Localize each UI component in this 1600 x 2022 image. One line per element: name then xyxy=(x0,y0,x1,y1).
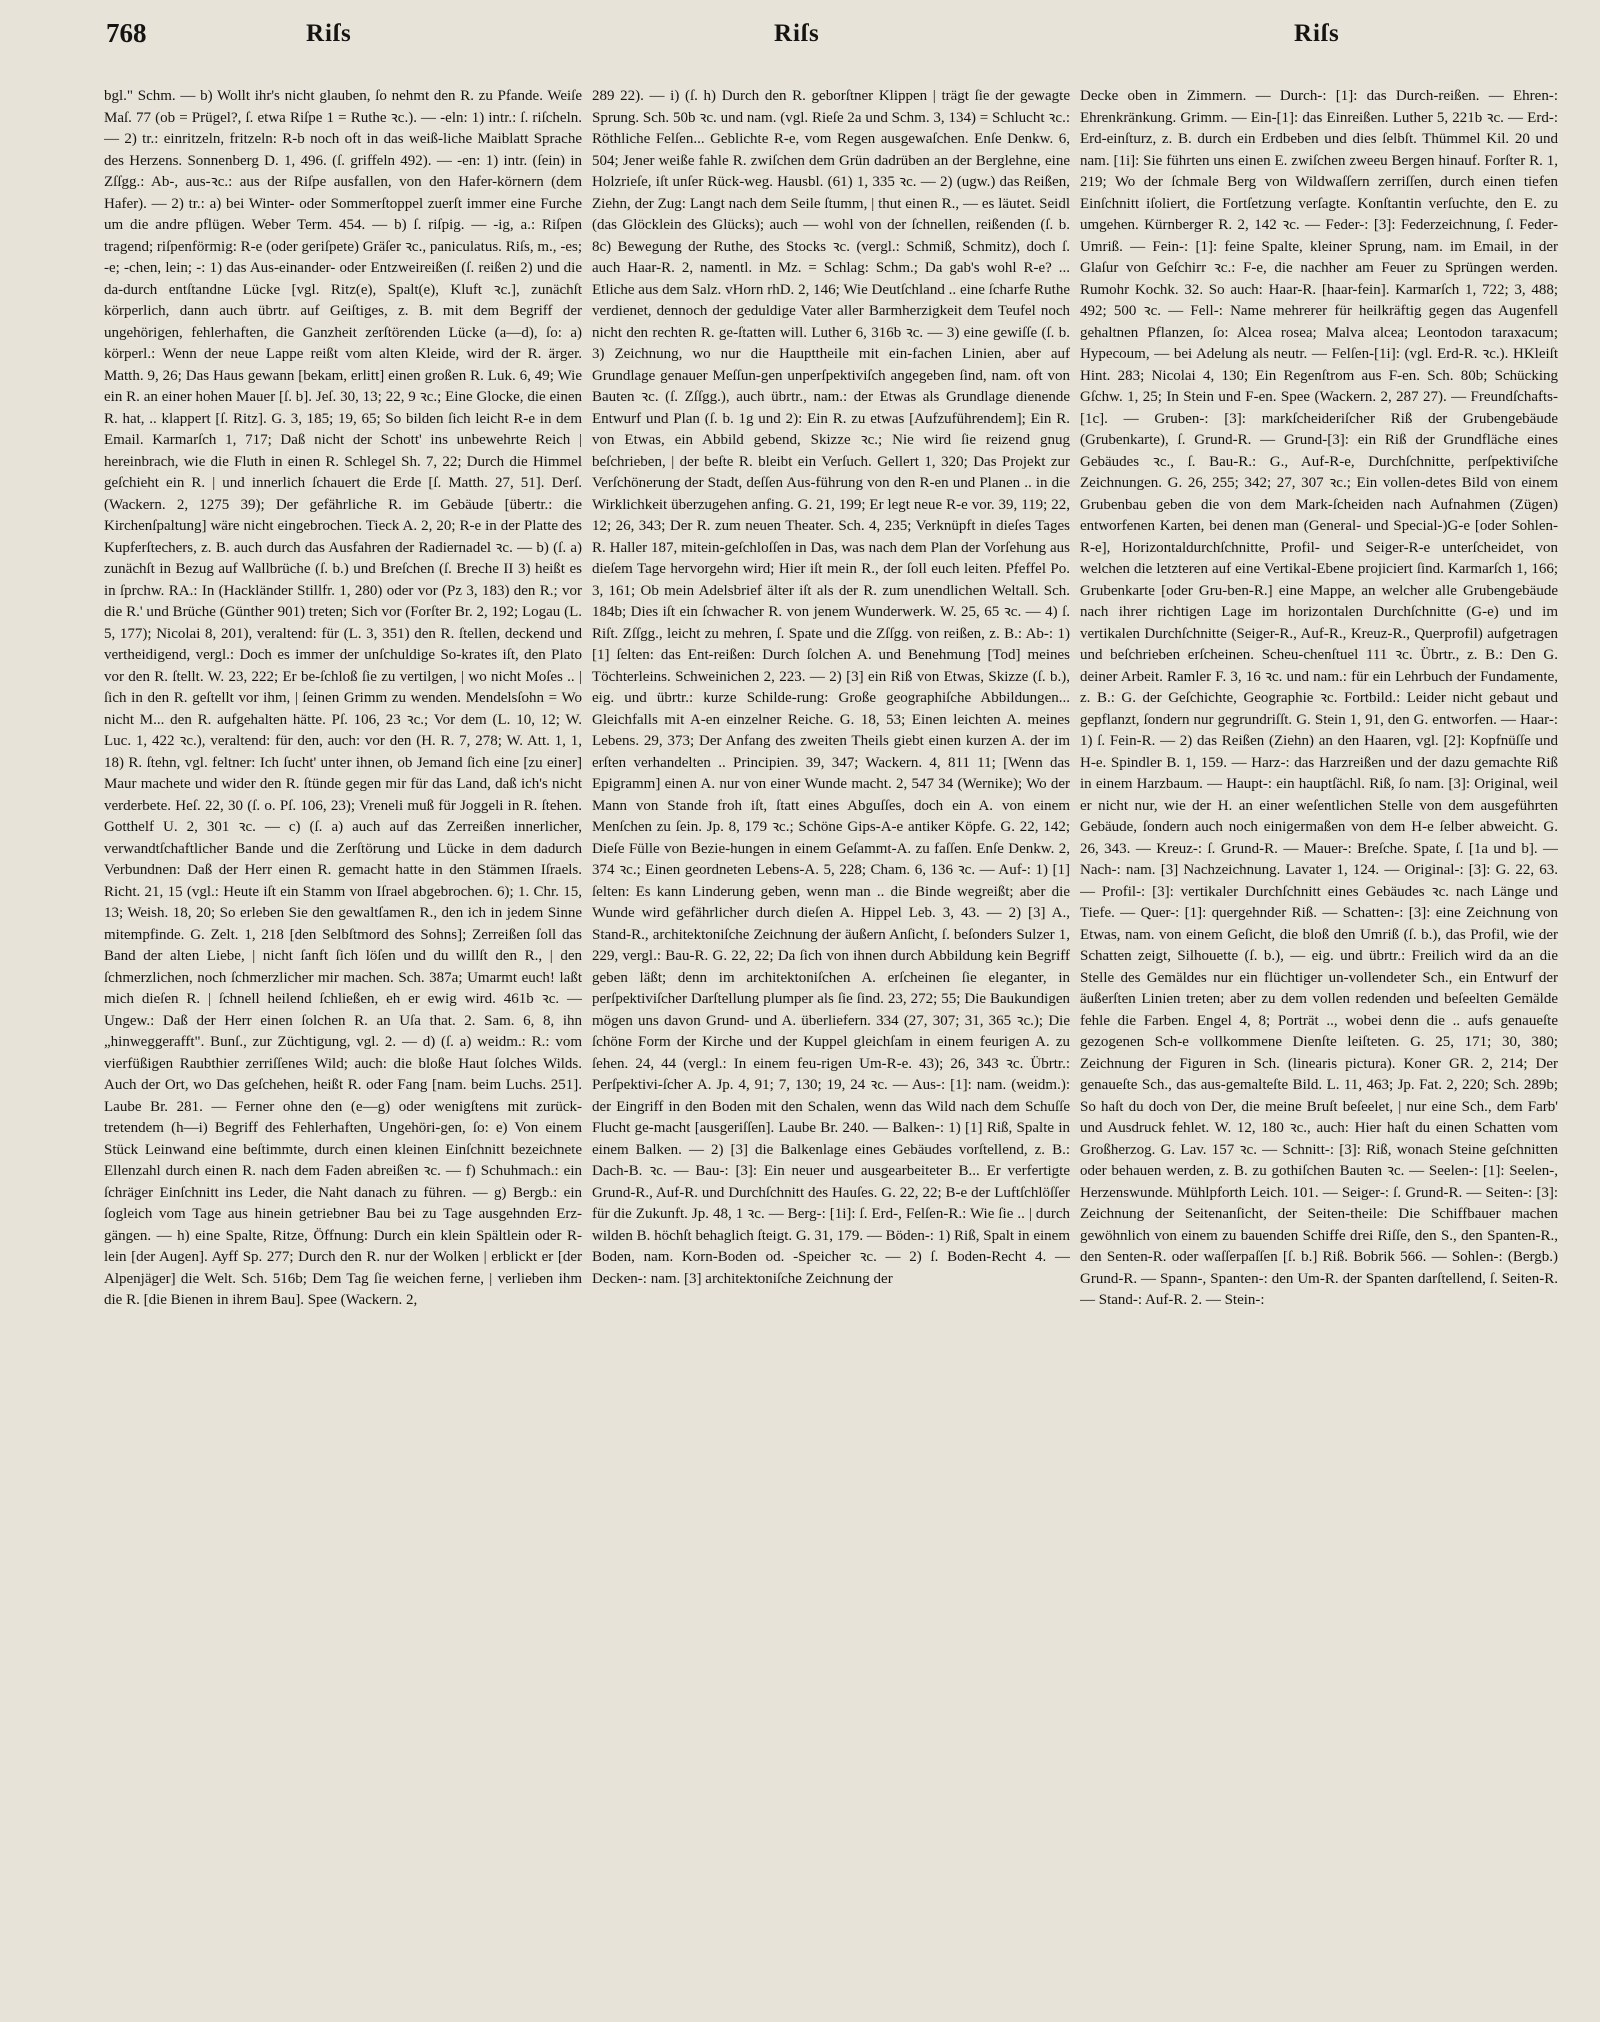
headword-right: Riſs xyxy=(1294,20,1340,47)
running-header xyxy=(0,18,1600,78)
headword-left: Riſs xyxy=(306,20,352,47)
text-column-1 xyxy=(104,86,582,2006)
headword-center: Riſs xyxy=(774,20,820,47)
page-number: 768 xyxy=(106,18,147,48)
column-text: 289 22). — i) (ſ. h) Durch den R. geborſtner Klippen | trägt ſie der gewagte Sprung. Sch. 50b ꝛc. und nam. (vgl. Rieſe 2a und Schm. 3, 134) = Schlucht ꝛc.: Röthliche Felſen... Geblichte R-e, vom Regen ausgewaſchen. Enſe Denkw. 6, 504; Jener weiße fahle R. zwiſchen dem Grün dadrüben an der Berglehne, eine Holzrieſe, iſt unſer Rück-weg. Hausbl. (61) 1, 335 ꝛc. — 2) (ugw.) das Reißen, Ziehn, der Zug: Langt nach dem Seile ſtumm, | thut einen R., — es läutet. Seidl (das Glöcklein des Glücks); auch — wohl von der ſchnellen, reißenden (ſ. b. 8c) Bewegung der Ruthe, des Stocks ꝛc. (vergl.: Schmiß, Schmitz), doch ſ. auch Haar-R. 2, namentl. in Mz. = Schlag: Schm.; Da gab's wohl R-e? ... Etliche aus dem Salz. vHorn rhD. 2, 146; Wie Deutſchland .. eine ſcharfe Ruthe verdienet, dennoch der geduldige Vater aller Barmherzigkeit dem Teufel noch nicht den rechten R. ge-ſtatten will. Luther 6, 316b ꝛc. — 3) eine gewiſſe (ſ. b. 3) Zeichnung, wo nur die Haupttheile mit ein-fachen Linien, aber auf Grundlage genauer Meſſun-gen unperſpektiviſch angegeben ſind, nam. oft von Bauten ꝛc. (ſ. Zſſgg.), auch übrtr., nam.: der Etwas als Grundlage dienende Entwurf und Plan (ſ. b. 1g und 2): Ein R. zu etwas [Aufzuführendem]; Ein R. von Etwas, ein Abbild gebend, Skizze ꝛc.; Nie wird ſie reizend gnug beſchrieben, | der beſte R. bleibt ein Verſuch. Gellert 1, 320; Das Projekt zur Verſchönerung der Stadt, deſſen Aus-führung von den R-en und Planen .. in die Wirklichkeit überzugehen anfing. G. 21, 199; Er legt neue R-e vor. 39, 119; 22, 12; 26, 343; Der R. zum neuen Theater. Sch. 4, 235; Verknüpft in dieſes Tages R. Haller 187, mitein-geſchloſſen in Das, was nach dem Plan der Vorſehung aus dieſem Tage hervorgehn wird; Hier iſt mein R., der ſoll euch leiten. Pfeffel Po. 3, 161; Ob mein Adelsbrief älter iſt als der R. zum unendlichen Weltall. Sch. 184b; Dies iſt ein ſchwacher R. von jenem Wunderwerk. W. 25, 65 ꝛc. — 4) ſ. Riſt. Zſſgg., leicht zu mehren, ſ. Spate und die Zſſgg. von reißen, z. B.: Ab-: 1) [1] ſelten: das Ent-reißen: Durch ſolchen A. und Benehmung [Tod] meines Töchterleins. Schweinichen 2, 223. — 2) [3] ein Riß von Etwas, Skizze (ſ. b.), eig. und übrtr.: kurze Schilde-rung: Große geographiſche Abbildungen... Gleichfalls mit A-en einzelner Reiche. G. 18, 53; Einen leichten A. meines Lebens. 29, 373; Der Anfang des zweiten Theils giebt einen kurzen A. der im erſten verhandelten .. Principien. 39, 347; Wackern. 4, 811 11; [Wenn das Epigramm] einen A. nur von einer Wunde macht. 2, 547 34 (Wernike); Wo der Mann von Stande froh iſt, ſtatt eines Abguſſes, doch ein A. von einem Menſchen zu ſein. Jp. 8, 179 ꝛc.; Schöne Gips-A-e antiker Köpfe. G. 22, 142; Dieſe Fülle von Bezie-hungen in einem Geſammt-A. zu faſſen. Enſe Denkw. 2, 374 ꝛc.; Einen geordneten Lebens-A. 5, 228; Cham. 6, 136 ꝛc. — Auf-: 1) [1] ſelten: Es kann Linderung geben, wenn man .. die Binde wegreißt; aber die Wunde wird gefährlicher durch dieſen A. Hippel Leb. 3, 43. — 2) [3] A., Stand-R., architektoniſche Zeichnung der äußern Anſicht, ſ. beſonders Sulzer 1, 229, vergl.: Bau-R. G. 22, 22; Da ſich von ihnen durch Abbildung kein Begriff geben läßt; denn im architektoniſchen A. erſcheinen ſie eleganter, in perſpektiviſcher Darſtellung plumper als ſie ſind. 23, 272; 55; Die Baukundigen mögen uns davon Grund- und A. überliefern. 334 (27, 307; 31, 365 ꝛc.); Die ſchöne Form der Kirche und der Kuppel gleichſam in einem feurigen A. zu ſehen. 24, 44 (vergl.: In einem feu-rigen Um-R-e. 43); 26, 343 ꝛc. Übrtr.: Perſpektivi-ſcher A. Jp. 4, 91; 7, 130; 19, 24 ꝛc. — Aus-: [1]: nam. (weidm.): der Eingriff in den Boden mit den Schalen, wenn das Wild nach dem Schuſſe Flucht ge-macht [ausgeriſſen]. Laube Br. 240. — Balken-: 1) [1] Riß, Spalte in einem Balken. — 2) [3] die Balkenlage eines Gebäudes vorſtellend, z. B.: Dach-B. ꝛc. — Bau-: [3]: Ein neuer und ausgearbeiteter B... Er verfertigte Grund-R., Auf-R. und Durchſchnitt des Hauſes. G. 22, 22; B-e der Luftſchlöſſer für die Zukunft. Jp. 48, 1 ꝛc. — Berg-: [1i]: ſ. Erd-, Felſen-R.: Wie ſie .. | durch wilden B. höchſt behaglich ſteigt. G. 31, 179. — Böden-: 1) Riß, Spalt in einem Boden, nam. Korn-Boden od. -Speicher ꝛc. — 2) ſ. Boden-Recht 4. — Decken-: nam. [3] architektoniſche Zeichnung der xyxy=(592,88,1070,1287)
column-text: bgl." Schm. — b) Wollt ihr's nicht glauben, ſo nehmt den R. zu Pfande. Weiſe Maſ. 77 (ob = Prügel?, ſ. etwa Riſpe 1 = Ruthe ꝛc.). — -eln: 1) intr.: ſ. riſcheln. — 2) tr.: einritzeln, fritzeln: R-b noch oft in das weiß-liche Maiblatt Sprache des Herzens. Sonnenberg D. 1, 496. (ſ. griffeln 492). — -en: 1) intr. (ſein) in Zſſgg.: Ab-, aus-ꝛc.: aus der Riſpe ausfallen, von den Hafer-körnern (dem Hafer). — 2) tr.: a) bei Winter- oder Sommerſtoppel zuerſt immer eine Furche um die andre pflügen. Weber Term. 454. — b) ſ. riſpig. — -ig, a.: Riſpen tragend; riſpenförmig: R-e (oder geriſpete) Gräſer ꝛc., paniculatus. Riſs, m., -es; -e; -chen, lein; -: 1) das Aus-einander- oder Entzweireißen (ſ. reißen 2) und die da-durch entſtandne Lücke [vgl. Ritz(e), Spalt(e), Kluft ꝛc.], zunächſt körperlich, dann auch übrtr. auf Geiſtiges, z. B. mit dem Begriff der ungehörigen, fehlerhaften, die Ganzheit zerſtörenden Lücke (a—d), ſo: a) körperl.: Wenn der neue Lappe reißt vom alten Kleide, wird der R. ärger. Matth. 9, 26; Das Haus gewann [bekam, erlitt] einen großen R. Luk. 6, 49; Wie ein R. an einer hohen Mauer [ſ. b]. Jeſ. 30, 13; 22, 9 ꝛc.; Eine Glocke, die einen R. hat, .. klappert [ſ. Ritz]. G. 3, 185; 19, 65; So bilden ſich leicht R-e in dem Email. Karmarſch 1, 717; Daß nicht der Schott' ins unbewehrte Reich | hereinbrach, wie die Fluth in einen R. Schlegel Sh. 7, 22; Durch die Himmel geſchieht ein R. | und innerlich ſchauert die Erde [ſ. Matth. 27, 51]. Derſ. (Wackern. 2, 1275 39); Der gefährliche R. im Gebäude [übertr.: die Kirchenſpaltung] wäre nicht eingebrochen. Tieck A. 2, 20; R-e in der Platte des Kupferſtechers, z. B. auch durch das Ausfahren der Radiernadel ꝛc. — b) (ſ. a) zunächſt in Bezug auf Wallbrüche (ſ. b.) und Breſchen (ſ. Breche II 3) heißt es in ſprchw. RA.: In (Hackländer Stillfr. 1, 280) oder vor (Pz 3, 183) den R.; vor die R.' und Brüche (Günther 901) treten; Sich vor (Forſter Br. 2, 192; Logau (L. 5, 177); Nicolai 8, 201), veraltend: für (L. 3, 351) den R. ſtellen, deckend und vertheidigend, vergl.: Doch es immer der unſchuldige So-krates iſt, den Plato vor den R. ſtellt. W. 23, 222; Er be-ſchloß ſie zu vertilgen, | wo nicht Moſes .. | ſich in den R. geſtellt vor ihm, | ſeinen Grimm zu wenden. Mendelsſohn = Wo nicht M... den R. aufgehalten hätte. Pſ. 106, 23 ꝛc.; Vor dem (L. 10, 12; W. Luc. 1, 422 ꝛc.), veraltend: für den, auch: vor den (H. R. 7, 278; W. Att. 1, 1, 18) R. ſtehn, vgl. feltner: Ich ſucht' unter ihnen, ob Jemand ſich eine [zu einer] Maur machete und wider den R. ſtünde gegen mir für das Land, daß ich's nicht verderbete. Heſ. 22, 30 (ſ. o. Pſ. 106, 23); Vreneli muß für Joggeli in R. ſtehen. Gotthelf U. 2, 301 ꝛc. — c) (ſ. a) auch auf das Zerreißen innerlicher, verwandtſchaftlicher Bande und die Zerſtörung und Lücke in dem dadurch Verbundnen: Daß der Herr einen R. gemacht hatte in den Stämmen Iſraels. Richt. 21, 15 (vgl.: Heute iſt ein Stamm von Iſrael abgebrochen. 6); 1. Chr. 15, 13; Weish. 18, 20; So erleben Sie den gewaltſamen R., den ich in jedem Sinne mitempfinde. G. Zelt. 1, 218 [den Selbſtmord des Sohns]; Zerreißen ſoll das Band der alten Liebe, | nicht ſanft ſich löſen und du willſt den R., | den ſchmerzlichen, noch ſchmerzlicher mir machen. Sch. 387a; Umarmt euch! laßt mich dieſen R. | ſchnell heilend ſchließen, eh er ewig wird. 461b ꝛc. — Ungew.: Daß der Herr einen ſolchen R. an Uſa that. 2. Sam. 6, 8, ihn „hinweggerafft". Bunſ., zur Züchtigung, vgl. 2. — d) (ſ. a) weidm.: R.: vom vierfüßigen Raubthier zerriſſenes Wild; auch: die bloße Haut ſolches Wilds. Auch der Ort, wo Das geſchehen, heißt R. oder Fang [nam. beim Luchs. 251]. Laube Br. 281. — Ferner ohne den (e—g) oder wenigſtens mit zurück-tretendem (h—i) Begriff des Fehlerhaften, Ungehöri-gen, ſo: e) Von einem Stück Leinwand eine beſtimmte, durch einen kleinen Einſchnitt bezeichnete Ellenzahl durch einen R. nach dem Faden abreißen ꝛc. — f) Schuhmach.: ein ſchräger Einſchnitt ins Leder, die Naht danach zu führen. — g) Bergb.: ein ſogleich vom Tage aus hinein getriebner Bau bei zu Tage ausgehnden Erz-gängen. — h) eine Spalte, Ritze, Öffnung: Durch ein klein Spältlein oder R-lein [der Augen]. Ayff Sp. 277; Durch den R. nur der Wolken | erblickt er [der Alpenjäger] die Welt. Sch. 516b; Dem Tag ſie weichen ferne, | verlieben ihm die R. [die Bienen in ihrem Bau]. Spee (Wackern. 2, xyxy=(104,88,582,1308)
text-column-3 xyxy=(1080,86,1558,2006)
text-column-2 xyxy=(592,86,1070,2006)
column-text: Decke oben in Zimmern. — Durch-: [1]: das Durch-reißen. — Ehren-: Ehrenkränkung. Grimm. — Ein-[1]: das Einreißen. Luther 5, 221b ꝛc. — Erd-: Erd-einſturz, z. B. durch ein Erdbeben und dies ſelbſt. Thümmel Kil. 20 und nam. [1i]: Sie führten uns einen E. zwiſchen zweeu Bergen hinauf. Forſter R. 1, 219; Wo der ſchmale Berg von Wildwaſſern zerriſſen, durch einen tiefen Einſchnitt iſoliert, die Fortſetzung verſagte. Konſtantin verſuchte, den E. zu umgehen. Kürnberger R. 2, 142 ꝛc. — Feder-: [3]: Federzeichnung, ſ. Feder-Umriß. — Fein-: [1]: feine Spalte, kleiner Sprung, nam. im Email, in der Glaſur von Geſchirr ꝛc.: F-e, die nachher am Feuer zu Sprüngen werden. Rumohr Kochk. 32. So auch: Haar-R. [haar-fein]. Karmarſch 1, 722; 3, 488; 492; 500 ꝛc. — Fell-: Name mehrerer für heilkräftig gegen das Augenfell gehaltnen Pflanzen, ſo: Alcea rosea; Malva alcea; Leontodon taraxacum; Hypecoum, — bei Adelung als neutr. — Felſen-[1i]: (vgl. Erd-R. ꝛc.). HKleiſt Hint. 283; Nicolai 4, 130; Ein Regenſtrom aus F-en. Sch. 80b; Schücking Gſchw. 1, 25; In Stein und F-en. Spee (Wackern. 2, 287 27). — Freundſchafts-[1c]. — Gruben-: [3]: markſcheideriſcher Riß der Grubengebäude (Grubenkarte), ſ. Grund-R. — Grund-[3]: ein Riß der Grundfläche eines Gebäudes ꝛc., ſ. Bau-R.: G., Auf-R-e, Durchſchnitte, perſpektiviſche Zeichnungen. G. 26, 255; 342; 27, 307 ꝛc.; Ein vollen-detes Bild von einem Grubenbau geben die von dem Mark-ſcheiden nach Aufnahmen (Zügen) entworfenen Karten, bei denen man (General- und Special-)G-e [oder Sohlen-R-e], Horizontaldurchſchnitte, Profil- und Seiger-R-e unterſcheidet, von welchen die letzteren auf eine Vertikal-Ebene projiciert ſind. Karmarſch 1, 166; Grubenkarte [oder Gru-ben-R.] eine Mappe, an welcher alle Grubengebäude nach ihrer richtigen Lage im horizontalen Durchſchnitte (G-e) und im vertikalen Durchſchnitte (Seiger-R., Auf-R., Kreuz-R., Querprofil) aufgetragen und beſchrieben erſcheinen. Scheu-chenſtuel 111 ꝛc. Übrtr., z. B.: Den G. deiner Arbeit. Ramler F. 3, 16 ꝛc. und nam.: für ein Lehrbuch der Fundamente, z. B.: G. der Geſchichte, Geographie ꝛc. Fortbild.: Leider nicht gebaut und gepflanzt, ſondern nur gegrundriſſt. G. Stein 1, 91, den G. entworfen. — Haar-: 1) ſ. Fein-R. — 2) das Reißen (Ziehn) an den Haaren, vgl. [2]: Kopfnüſſe und H-e. Spindler B. 1, 159. — Harz-: das Harzreißen und der dazu gemachte Riß in einem Harzbaum. — Haupt-: ein hauptſächl. Riß, ſo nam. [3]: Original, weil er nicht nur, wie der H. an einer weſentlichen Stelle von dem ausgeführten Gebäude, ſondern auch noch einigermaßen von dem H-e ſelber abweicht. G. 26, 343. — Kreuz-: ſ. Grund-R. — Mauer-: Breſche. Spate, ſ. [1a und b]. — Nach-: nam. [3] Nachzeichnung. Lavater 1, 124. — Original-: [3]: G. 22, 63. — Profil-: [3]: vertikaler Durchſchnitt eines Gebäudes ꝛc. nach Länge und Tiefe. — Quer-: [1]: quergehnder Riß. — Schatten-: [3]: eine Zeichnung von Etwas, nam. von einem Geſicht, die bloß den Umriß (ſ. b.), das Profil, wie der Schatten zeigt, Silhouette (ſ. b.), — eig. und übrtr.: Freilich wird da an die Stelle des Gemäldes nur ein flüchtiger un-vollendeter Sch., ein Entwurf der äußerſten Linien treten; aber zu dem vollen redenden und beſeelten Gemälde fehle die Farben. Engel 4, 8; Porträt .., wobei denn die .. aufs genaueſte gezogenen Sch-e vollkommene Dienſte leiſteten. G. 25, 171; 30, 380; Zeichnung der Figuren in Sch. (linearis pictura). Koner GR. 2, 214; Der genaueſte Sch., das aus-gemalteſte Bild. L. 11, 463; Jp. Fat. 2, 220; Sch. 289b; So haſt du doch von Der, die meine Bruſt beſeelet, | nur eine Sch., dem Farb' und Ausdruck fehlet. W. 12, 180 ꝛc., auch: Hier haſt du einen Schatten vom Großherzog. G. Lav. 157 ꝛc. — Schnitt-: [3]: Riß, wonach Steine geſchnitten oder behauen werden, z. B. zu gothiſchen Bauten ꝛc. — Seelen-: [1]: Seelen-, Herzenswunde. Mühlpforth Leich. 101. — Seiger-: ſ. Grund-R. — Seiten-: [3]: Zeichnung der Seitenanſicht, der Seiten-theile: Die Schiffbauer machen gewöhnlich von einem zu bauenden Schiffe drei Riſſe, den S., den Spanten-R., den Senten-R. oder waſſerpaſſen [ſ. b.] Riß. Bobrik 566. — Sohlen-: (Bergb.) Grund-R. — Spann-, Spanten-: den Um-R. der Spanten darſtellend, ſ. Seiten-R. — Stand-: Auf-R. 2. — Stein-: xyxy=(1080,88,1558,1308)
